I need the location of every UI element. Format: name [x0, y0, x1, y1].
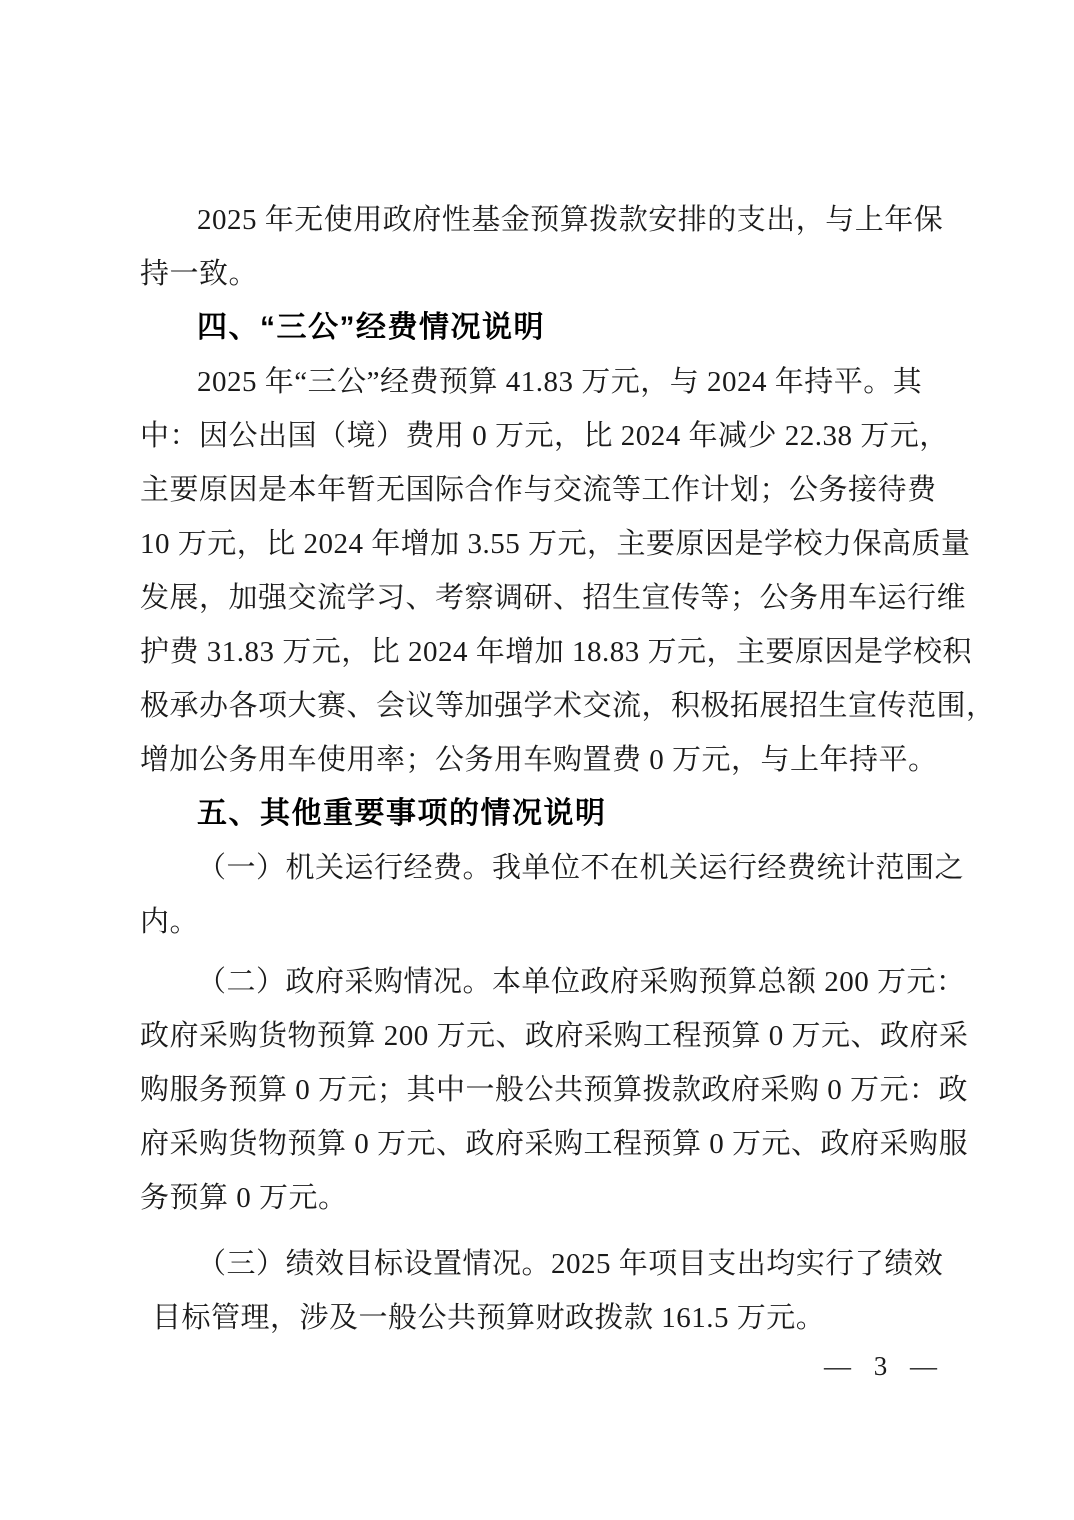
section-heading: 四、“三公”经费情况说明	[197, 311, 545, 344]
text-line: 2025 年无使用政府性基金预算拨款安排的支出，与上年保	[197, 204, 944, 236]
text-line: 目标管理，涉及一般公共预算财政拨款 161.5 万元。	[152, 1302, 826, 1334]
text-line: 务预算 0 万元。	[140, 1182, 348, 1214]
text-line: 极承办各项大赛、会议等加强学术交流，积极拓展招生宣传范围，	[140, 690, 996, 722]
text-line: 增加公务用车使用率；公务用车购置费 0 万元，与上年持平。	[140, 744, 938, 776]
section-heading: 五、其他重要事项的情况说明	[197, 797, 607, 830]
document-body	[140, 193, 996, 1345]
page-number-label: — 3 —	[824, 1351, 937, 1381]
text-line: 政府采购货物预算 200 万元、政府采购工程预算 0 万元、政府采	[140, 1020, 969, 1052]
text-line: 护费 31.83 万元，比 2024 年增加 18.83 万元，主要原因是学校积	[140, 636, 973, 668]
text-line: 内。	[140, 906, 200, 938]
text-line: 10 万元，比 2024 年增加 3.55 万元，主要原因是学校力保高质量	[140, 528, 971, 560]
text-line: 2025 年“三公”经费预算 41.83 万元，与 2024 年持平。其	[197, 366, 923, 398]
text-line: 中：因公出国（境）费用 0 万元，比 2024 年减少 22.38 万元，	[140, 420, 949, 452]
text-line: 购服务预算 0 万元；其中一般公共预算拨款政府采购 0 万元：政	[140, 1074, 969, 1106]
text-line: （二）政府采购情况。本单位政府采购预算总额 200 万元：	[197, 966, 966, 998]
text-line: 发展，加强交流学习、考察调研、招生宣传等；公务用车运行维	[140, 582, 967, 614]
text-line: （一）机关运行经费。我单位不在机关运行经费统计范围之	[197, 852, 965, 884]
text-line: 持一致。	[140, 258, 259, 290]
text-line: （三）绩效目标设置情况。2025 年项目支出均实行了绩效	[197, 1248, 944, 1280]
text-line: 主要原因是本年暂无国际合作与交流等工作计划；公务接待费	[140, 474, 937, 506]
text-line: 府采购货物预算 0 万元、政府采购工程预算 0 万元、政府采购服	[140, 1128, 969, 1160]
